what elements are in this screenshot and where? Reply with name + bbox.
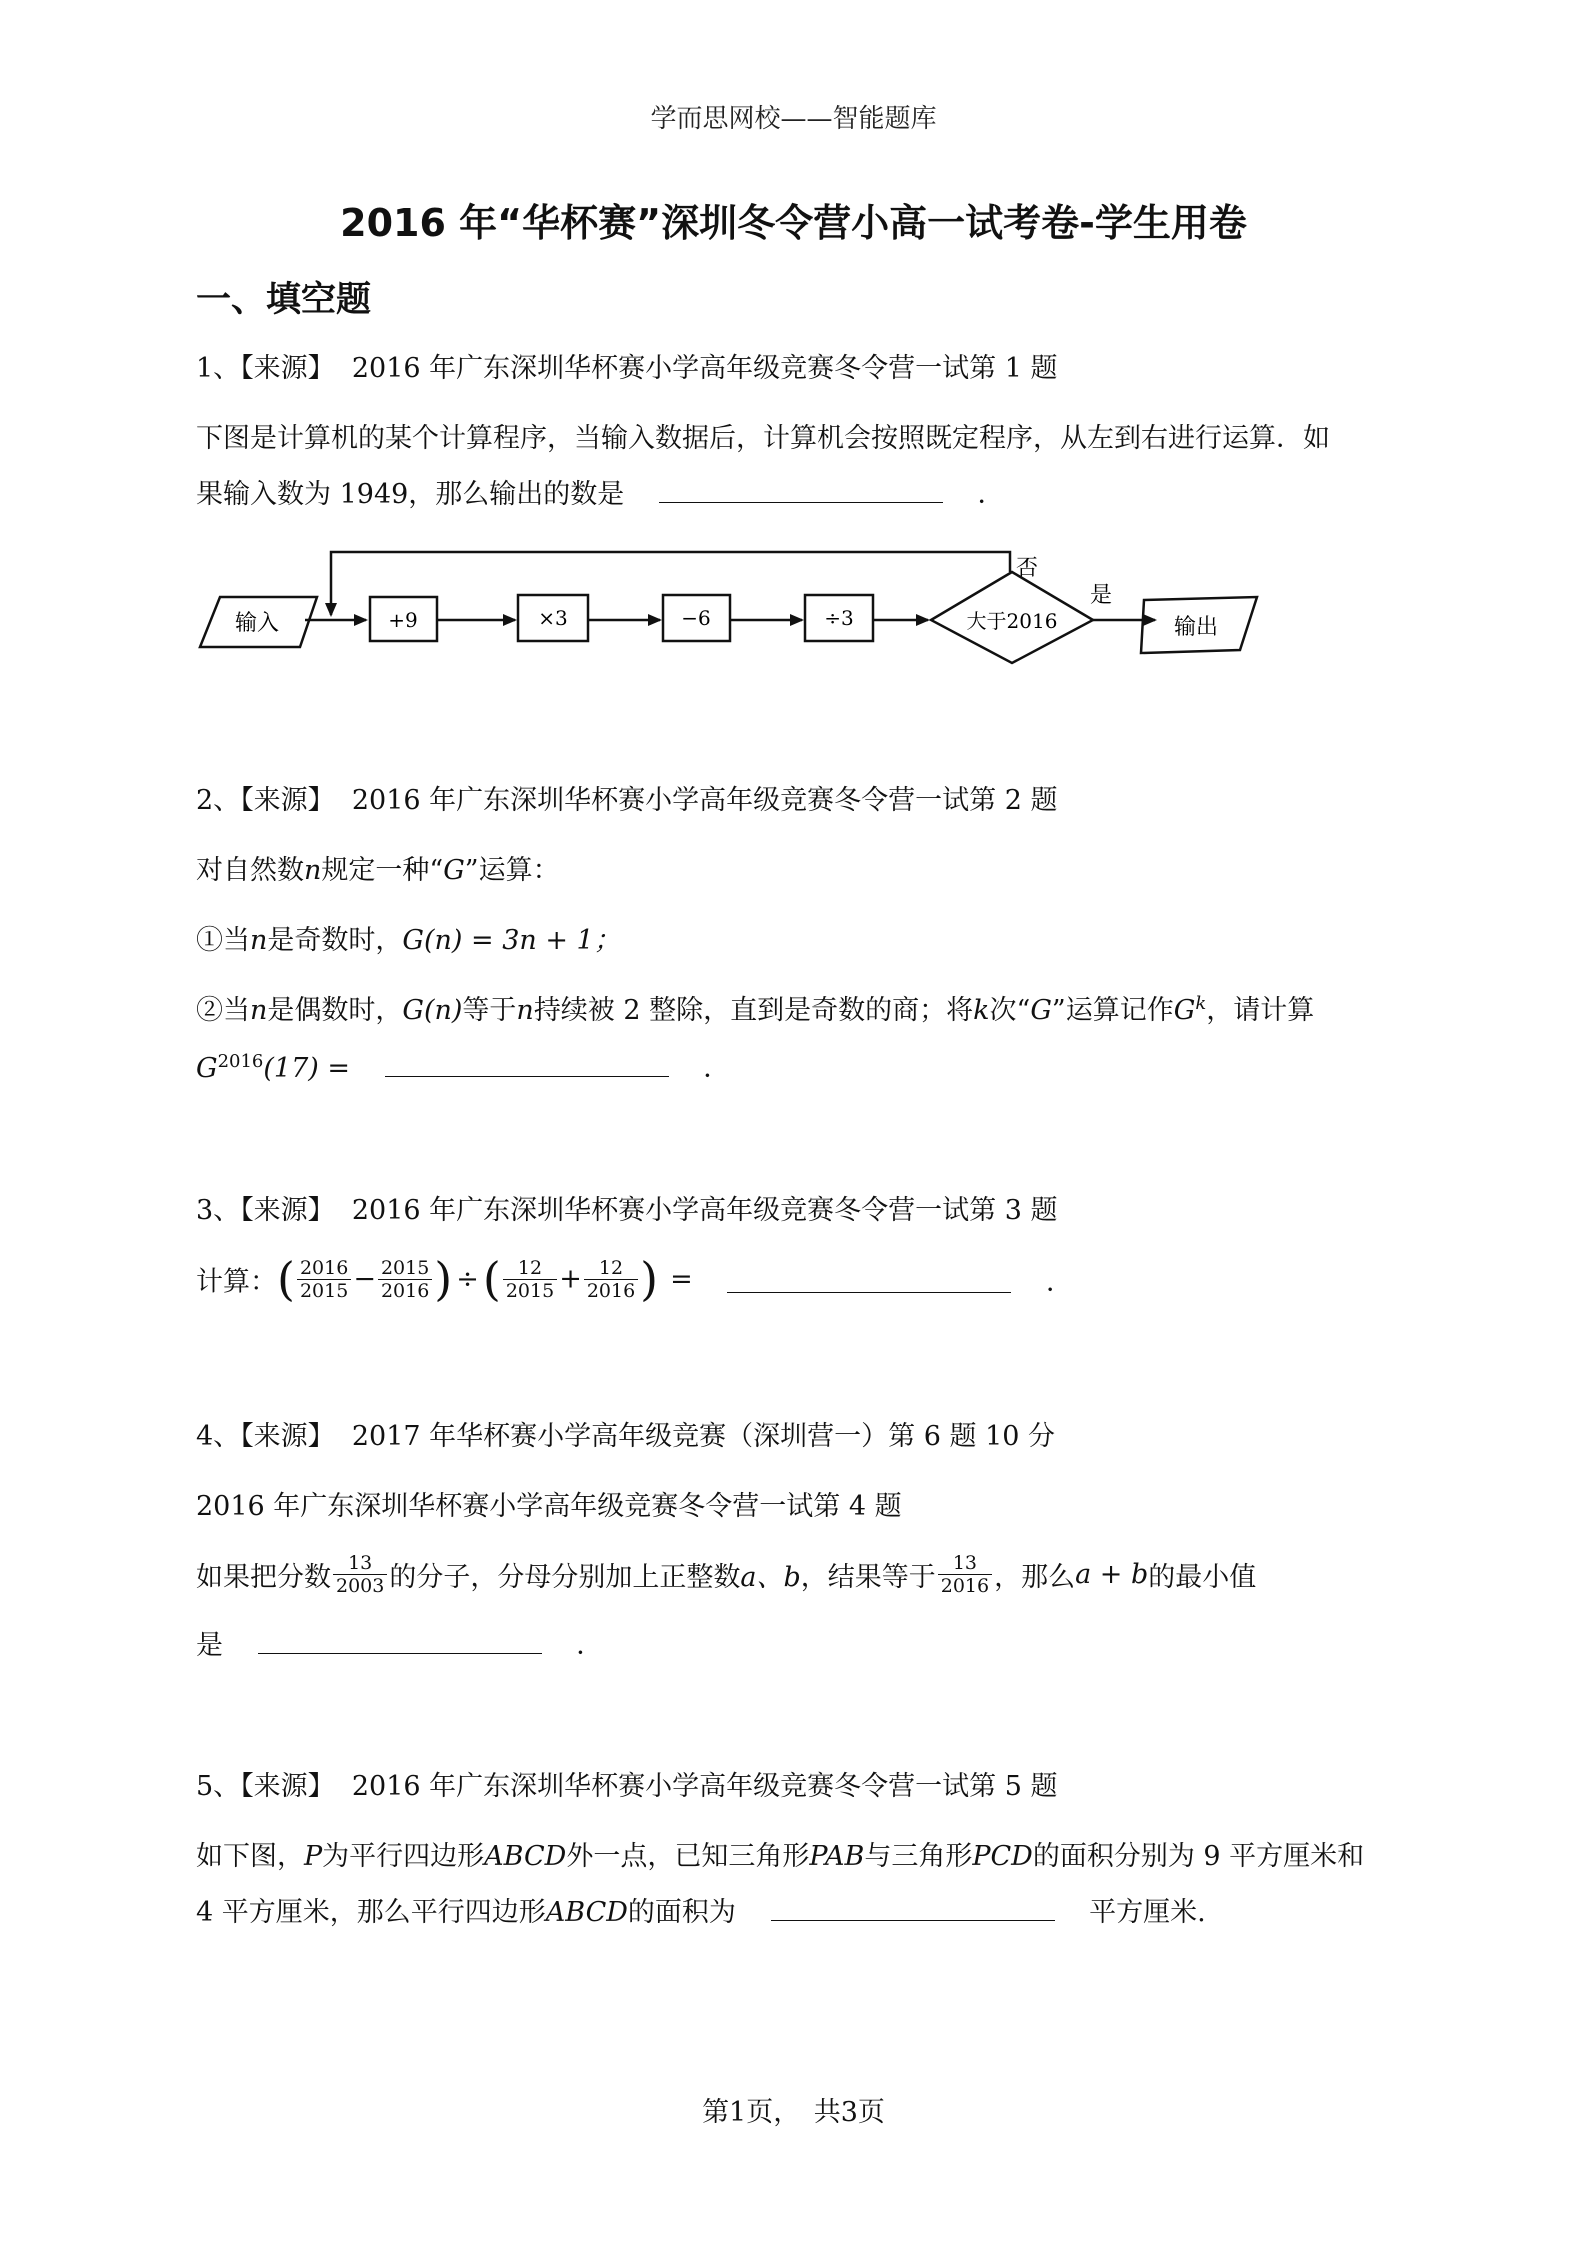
q3-label: 计算： (196, 1266, 277, 1298)
q5-l1-pcd: PCD (972, 1841, 1033, 1872)
section-heading: 一、填空题 (196, 280, 372, 320)
q2-l4-sup: 2016 (217, 1051, 264, 1072)
flow-no-label: 否 (1016, 556, 1039, 581)
q5-source-line (196, 1764, 1058, 1803)
q2-l1-g: G (443, 855, 465, 886)
q4-t-ab: a、b (740, 1562, 801, 1593)
q5-l1-d: 与三角形 (864, 1841, 973, 1872)
q5-answer-blank[interactable] (771, 1894, 1055, 1921)
page-header: 学而思网校——智能题库 (650, 104, 937, 134)
q3-frac-1 (297, 1257, 351, 1302)
flow-yes-label: 是 (1090, 583, 1113, 608)
q2-l1-a: 对自然数 (196, 855, 304, 886)
q2-l3-n: n (250, 995, 268, 1026)
q3-number: 3、 (196, 1195, 241, 1226)
q5-number: 5、 (196, 1771, 241, 1802)
q4-source-line (196, 1414, 1055, 1453)
q5-l1-abcd: ABCD (484, 1841, 567, 1872)
q3-divide: ÷ (456, 1263, 479, 1295)
q1-source: 2016 年广东深圳华杯赛小学高年级竞赛冬令营一试第 1 题 (351, 353, 1058, 384)
page-title: 2016 年“华杯赛”深圳冬令营小高一试考卷-学生用卷 (340, 201, 1247, 245)
q3-frac-3-den: 2015 (505, 1279, 555, 1302)
q3-frac-4-num: 12 (584, 1257, 638, 1280)
q3-lparen-2: ( (482, 1252, 501, 1306)
q2-line-1 (196, 848, 560, 887)
q2-l3-g: G (1030, 995, 1052, 1026)
q1-period: ． (977, 479, 1005, 510)
q2-line-2 (196, 918, 621, 957)
q3-period: ． (1045, 1266, 1073, 1298)
q3-plus: + (559, 1263, 582, 1295)
q2-l3-d: 持续被 2 整除，直到是奇数的商；将 (533, 995, 974, 1026)
q2-number: 2、 (196, 785, 241, 816)
q5-l1-e: 的面积分别为 9 平方厘米和 (1032, 1841, 1365, 1872)
q4-period: ． (576, 1630, 604, 1661)
q2-l3-gn: G(n) (402, 995, 463, 1026)
flow-op4-label: ÷3 (824, 606, 854, 630)
q4-t-a: 如果把分数 (196, 1562, 331, 1593)
q2-line-3 (196, 988, 1314, 1027)
q4-source: 2017 年华杯赛小学高年级竞赛（深圳营一）第 6 题 10 分 (351, 1421, 1056, 1452)
q1-text-line-1: 下图是计算机的某个计算程序，当输入数据后，计算机会按照既定程序，从左到右进行运算．如 (196, 423, 1330, 454)
q1-text-line-2 (196, 472, 1004, 511)
q5-l1-p: P (304, 1841, 323, 1872)
q2-l3-f2: ”运算记作 (1051, 995, 1174, 1026)
q2-l2-formula: G(n) = 3n + 1； (402, 925, 621, 956)
q3-rparen-1: ) (434, 1252, 453, 1306)
q3-answer-blank[interactable] (727, 1266, 1011, 1293)
q2-l3-sup: k (1195, 993, 1207, 1014)
q4-answer-blank[interactable] (258, 1627, 542, 1654)
q2-l1-n: n (304, 855, 322, 886)
q2-l3-b: 是偶数时， (267, 995, 403, 1026)
q4-text-line-2 (196, 1623, 603, 1662)
q2-l3-n2: n (516, 995, 534, 1026)
q5-unit: 平方厘米. (1089, 1897, 1206, 1928)
q3-frac-1-num: 2016 (297, 1257, 351, 1280)
q3-minus: − (353, 1263, 376, 1295)
flow-op3-label: −6 (681, 606, 711, 630)
q3-frac-3 (503, 1257, 557, 1302)
q5-l1-b: 为平行四边形 (322, 1841, 485, 1872)
q4-frac-1-num: 13 (333, 1552, 387, 1575)
q5-source: 2016 年广东深圳华杯赛小学高年级竞赛冬令营一试第 5 题 (351, 1771, 1058, 1802)
q4-t-d: ，那么 (994, 1562, 1076, 1593)
q2-period: ． (703, 1053, 731, 1084)
q4-t-b: 的分子，分母分别加上正整数 (389, 1562, 741, 1593)
q2-l3-gk: G (1173, 995, 1196, 1026)
q2-source-line (196, 778, 1058, 817)
q2-l1-b: 规定一种“ (321, 855, 444, 886)
q1-source-line (196, 346, 1058, 385)
q2-l2-n: n (250, 925, 268, 956)
q3-frac-1-den: 2015 (299, 1279, 349, 1302)
q4-t-f: 是 (196, 1630, 223, 1661)
q1-question: 果输入数为 1949，那么输出的数是 (196, 479, 625, 510)
q2-l3-k: k (973, 995, 990, 1026)
q1-answer-blank[interactable] (659, 476, 943, 503)
flow-input-label: 输入 (234, 611, 280, 636)
q2-answer-blank[interactable] (385, 1050, 669, 1077)
q3-source-tag: 【来源】 (240, 1195, 335, 1226)
q3-source-line (196, 1188, 1058, 1227)
q2-l3-end: ，请计算 (1206, 995, 1315, 1026)
q4-t-c: ，结果等于 (800, 1562, 936, 1593)
q4-source-line-2: 2016 年广东深圳华杯赛小学高年级竞赛冬令营一试第 4 题 (196, 1491, 902, 1522)
q2-l4-g: G (196, 1053, 218, 1084)
flow-output-label: 输出 (1173, 615, 1219, 640)
q4-frac-2-den: 2016 (940, 1575, 990, 1597)
q3-rparen-2: ) (640, 1252, 659, 1306)
q4-frac-1 (333, 1552, 387, 1597)
q2-source-tag: 【来源】 (240, 785, 335, 816)
q3-frac-4 (584, 1257, 638, 1302)
q1-flowchart (190, 540, 1290, 680)
q3-source: 2016 年广东深圳华杯赛小学高年级竞赛冬令营一试第 3 题 (351, 1195, 1058, 1226)
q2-l1-c: ”运算： (464, 855, 560, 886)
q3-frac-4-den: 2016 (586, 1279, 636, 1302)
q2-l4-rest: (17) = (263, 1053, 351, 1084)
q5-text-line-2 (196, 1890, 1206, 1929)
q2-source: 2016 年广东深圳华杯赛小学高年级竞赛冬令营一试第 2 题 (351, 785, 1058, 816)
q4-t-e: 的最小值 (1148, 1562, 1257, 1593)
q5-l1-c: 外一点，已知三角形 (566, 1841, 810, 1872)
flow-op2-label: ×3 (538, 606, 568, 630)
page-footer: 第1页， 共3页 (702, 2097, 885, 2128)
q3-frac-3-num: 12 (503, 1257, 557, 1280)
q2-l2-a: ①当 (196, 925, 250, 956)
q2-l3-c: 等于 (462, 995, 517, 1026)
flow-loop-arrow (331, 552, 1010, 615)
q3-expression (196, 1252, 1073, 1306)
q4-number: 4、 (196, 1421, 241, 1452)
q4-text-line-1 (196, 1552, 1256, 1597)
q1-source-tag: 【来源】 (240, 353, 335, 384)
q4-frac-2 (938, 1552, 992, 1597)
q5-l1-a: 如下图， (196, 1841, 304, 1872)
q5-source-tag: 【来源】 (240, 1771, 335, 1802)
q1-number: 1、 (196, 353, 241, 384)
q3-frac-2-den: 2016 (380, 1279, 430, 1302)
q5-text-line-1 (196, 1834, 1364, 1873)
q2-l2-b: 是奇数时， (267, 925, 403, 956)
q2-l3-a: ②当 (196, 995, 250, 1026)
q2-l3-e: 次“ (989, 995, 1031, 1026)
q5-l2-abcd: ABCD (545, 1897, 628, 1928)
q4-frac-2-num: 13 (938, 1552, 992, 1575)
q4-t-sum: a + b (1075, 1559, 1149, 1590)
q4-frac-1-den: 2003 (336, 1575, 385, 1597)
q2-line-4 (196, 1046, 730, 1085)
q3-frac-2 (378, 1257, 432, 1302)
q5-l1-pab: PAB (809, 1841, 865, 1872)
q5-l2-a: 4 平方厘米，那么平行四边形 (196, 1897, 546, 1928)
q4-source-tag: 【来源】 (240, 1421, 335, 1452)
q3-frac-2-num: 2015 (378, 1257, 432, 1280)
q3-lparen-1: ( (277, 1252, 295, 1306)
q5-l2-b: 的面积为 (627, 1897, 736, 1928)
flow-op1-label: +9 (388, 608, 418, 632)
q3-equals: = (670, 1263, 693, 1295)
flow-decision-label: 大于2016 (966, 609, 1058, 633)
